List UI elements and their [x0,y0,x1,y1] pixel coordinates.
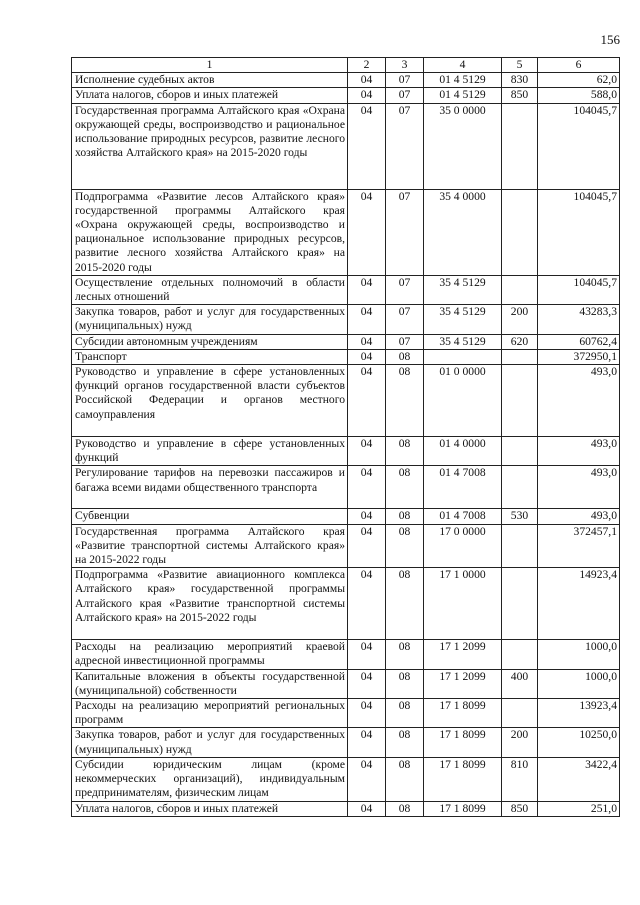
table-row [72,728,620,757]
section-code: 04 [348,437,386,466]
table-row [72,640,620,669]
section-code: 04 [348,524,386,568]
table-row [72,669,620,698]
subsection-code: 07 [386,189,424,275]
amount: 3422,4 [538,757,620,801]
table-row [72,568,620,640]
row-name: Уплата налогов, сборов и иных платежей [72,88,348,103]
expense-type-code [502,365,538,437]
section-code: 04 [348,466,386,509]
subsection-code: 08 [386,699,424,728]
target-article-code: 17 1 8099 [424,699,502,728]
target-article-code: 01 4 7008 [424,466,502,509]
target-article-code: 17 0 0000 [424,524,502,568]
expense-type-code [502,103,538,189]
target-article-code: 01 4 5129 [424,88,502,103]
expense-type-code [502,568,538,640]
section-code: 04 [348,568,386,640]
subsection-code: 08 [386,466,424,509]
section-code: 04 [348,699,386,728]
subsection-code: 07 [386,103,424,189]
row-name: Подпрограмма «Развитие авиационного комплекса Алтайского края» государственной программы Алтайского края «Развитие транспортной системы Алтайского края» на 2015-2022 годы [72,568,348,640]
section-code: 04 [348,305,386,334]
section-code: 04 [348,189,386,275]
subsection-code: 07 [386,88,424,103]
section-code: 04 [348,73,386,88]
row-name: Руководство и управление в сфере установленных функций органов государственной власти субъектов Российской Федерации и органов местного самоуправления [72,365,348,437]
target-article-code: 17 1 8099 [424,801,502,816]
target-article-code: 01 4 7008 [424,509,502,524]
amount: 62,0 [538,73,620,88]
amount: 43283,3 [538,305,620,334]
expense-type-code: 830 [502,73,538,88]
target-article-code: 01 4 0000 [424,437,502,466]
column-header: 5 [502,58,538,73]
row-name: Государственная программа Алтайского края «Охрана окружающей среды, воспроизводство и рациональное использование природных ресурсов, развитие лесного хозяйства Алтайского края» на 2015-2020 годы [72,103,348,189]
amount: 372457,1 [538,524,620,568]
target-article-code: 35 4 5129 [424,275,502,304]
target-article-code: 17 1 0000 [424,568,502,640]
table-row [72,524,620,568]
subsection-code: 08 [386,728,424,757]
page-number: 156 [600,32,620,47]
amount: 10250,0 [538,728,620,757]
amount: 493,0 [538,509,620,524]
amount: 493,0 [538,437,620,466]
subsection-code: 08 [386,669,424,698]
row-name: Исполнение судебных актов [72,73,348,88]
expense-type-code: 200 [502,728,538,757]
row-name: Закупка товаров, работ и услуг для государственных (муниципальных) нужд [72,728,348,757]
subsection-code: 08 [386,437,424,466]
section-code: 04 [348,728,386,757]
row-name: Капитальные вложения в объекты государственной (муниципальной) собственности [72,669,348,698]
amount: 493,0 [538,365,620,437]
column-header: 1 [72,58,348,73]
section-code: 04 [348,640,386,669]
table-row [72,437,620,466]
expense-type-code: 530 [502,509,538,524]
target-article-code: 01 0 0000 [424,365,502,437]
target-article-code: 01 4 5129 [424,73,502,88]
subsection-code: 08 [386,524,424,568]
row-name: Подпрограмма «Развитие лесов Алтайского края» государственной программы Алтайского края «Охрана окружающей среды, воспроизводство и рациональное использование природных ресурсов, развитие лесного хозяйства Алтайского края» на 2015-2020 годы [72,189,348,275]
target-article-code: 17 1 8099 [424,757,502,801]
table-row [72,699,620,728]
subsection-code: 08 [386,349,424,364]
section-code: 04 [348,334,386,349]
target-article-code: 35 4 0000 [424,189,502,275]
amount: 1000,0 [538,640,620,669]
expense-type-code [502,466,538,509]
row-name: Регулирование тарифов на перевозки пассажиров и багажа всеми видами общественного транспорта [72,466,348,509]
table-row [72,349,620,364]
table-row [72,334,620,349]
table-row [72,801,620,816]
subsection-code: 08 [386,757,424,801]
amount: 104045,7 [538,189,620,275]
amount: 251,0 [538,801,620,816]
row-name: Государственная программа Алтайского края «Развитие транспортной системы Алтайского края» на 2015-2022 годы [72,524,348,568]
column-header: 4 [424,58,502,73]
subsection-code: 08 [386,509,424,524]
table-header-row [72,58,620,73]
amount: 493,0 [538,466,620,509]
column-header: 3 [386,58,424,73]
table-row [72,305,620,334]
row-name: Субвенции [72,509,348,524]
section-code: 04 [348,509,386,524]
table-row [72,88,620,103]
section-code: 04 [348,275,386,304]
target-article-code: 35 4 5129 [424,334,502,349]
subsection-code: 08 [386,640,424,669]
section-code: 04 [348,103,386,189]
target-article-code: 35 4 5129 [424,305,502,334]
subsection-code: 08 [386,801,424,816]
expense-type-code [502,437,538,466]
expense-type-code: 200 [502,305,538,334]
expense-type-code [502,640,538,669]
budget-table [71,57,620,817]
table-row [72,365,620,437]
amount: 588,0 [538,88,620,103]
row-name: Транспорт [72,349,348,364]
subsection-code: 07 [386,334,424,349]
amount: 104045,7 [538,103,620,189]
table-row [72,509,620,524]
section-code: 04 [348,801,386,816]
expense-type-code: 850 [502,801,538,816]
column-header: 2 [348,58,386,73]
row-name: Расходы на реализацию мероприятий региональных программ [72,699,348,728]
table-row [72,103,620,189]
section-code: 04 [348,88,386,103]
subsection-code: 07 [386,305,424,334]
row-name: Субсидии юридическим лицам (кроме некоммерческих организаций), индивидуальным предпринимателям, физическим лицам [72,757,348,801]
expense-type-code: 810 [502,757,538,801]
table-row [72,466,620,509]
row-name: Осуществление отдельных полномочий в области лесных отношений [72,275,348,304]
target-article-code: 35 0 0000 [424,103,502,189]
expense-type-code [502,524,538,568]
expense-type-code: 400 [502,669,538,698]
table-row [72,275,620,304]
expense-type-code [502,699,538,728]
row-name: Расходы на реализацию мероприятий краевой адресной инвестиционной программы [72,640,348,669]
target-article-code [424,349,502,364]
table-row [72,189,620,275]
section-code: 04 [348,757,386,801]
section-code: 04 [348,365,386,437]
expense-type-code [502,275,538,304]
row-name: Руководство и управление в сфере установленных функций [72,437,348,466]
target-article-code: 17 1 2099 [424,640,502,669]
amount: 13923,4 [538,699,620,728]
amount: 1000,0 [538,669,620,698]
subsection-code: 07 [386,275,424,304]
amount: 104045,7 [538,275,620,304]
amount: 372950,1 [538,349,620,364]
column-header: 6 [538,58,620,73]
target-article-code: 17 1 2099 [424,669,502,698]
row-name: Закупка товаров, работ и услуг для государственных (муниципальных) нужд [72,305,348,334]
table-row [72,73,620,88]
subsection-code: 07 [386,73,424,88]
row-name: Субсидии автономным учреждениям [72,334,348,349]
row-name: Уплата налогов, сборов и иных платежей [72,801,348,816]
subsection-code: 08 [386,568,424,640]
expense-type-code: 620 [502,334,538,349]
amount: 60762,4 [538,334,620,349]
expense-type-code [502,349,538,364]
expense-type-code [502,189,538,275]
subsection-code: 08 [386,365,424,437]
target-article-code: 17 1 8099 [424,728,502,757]
section-code: 04 [348,669,386,698]
section-code: 04 [348,349,386,364]
amount: 14923,4 [538,568,620,640]
expense-type-code: 850 [502,88,538,103]
table-row [72,757,620,801]
